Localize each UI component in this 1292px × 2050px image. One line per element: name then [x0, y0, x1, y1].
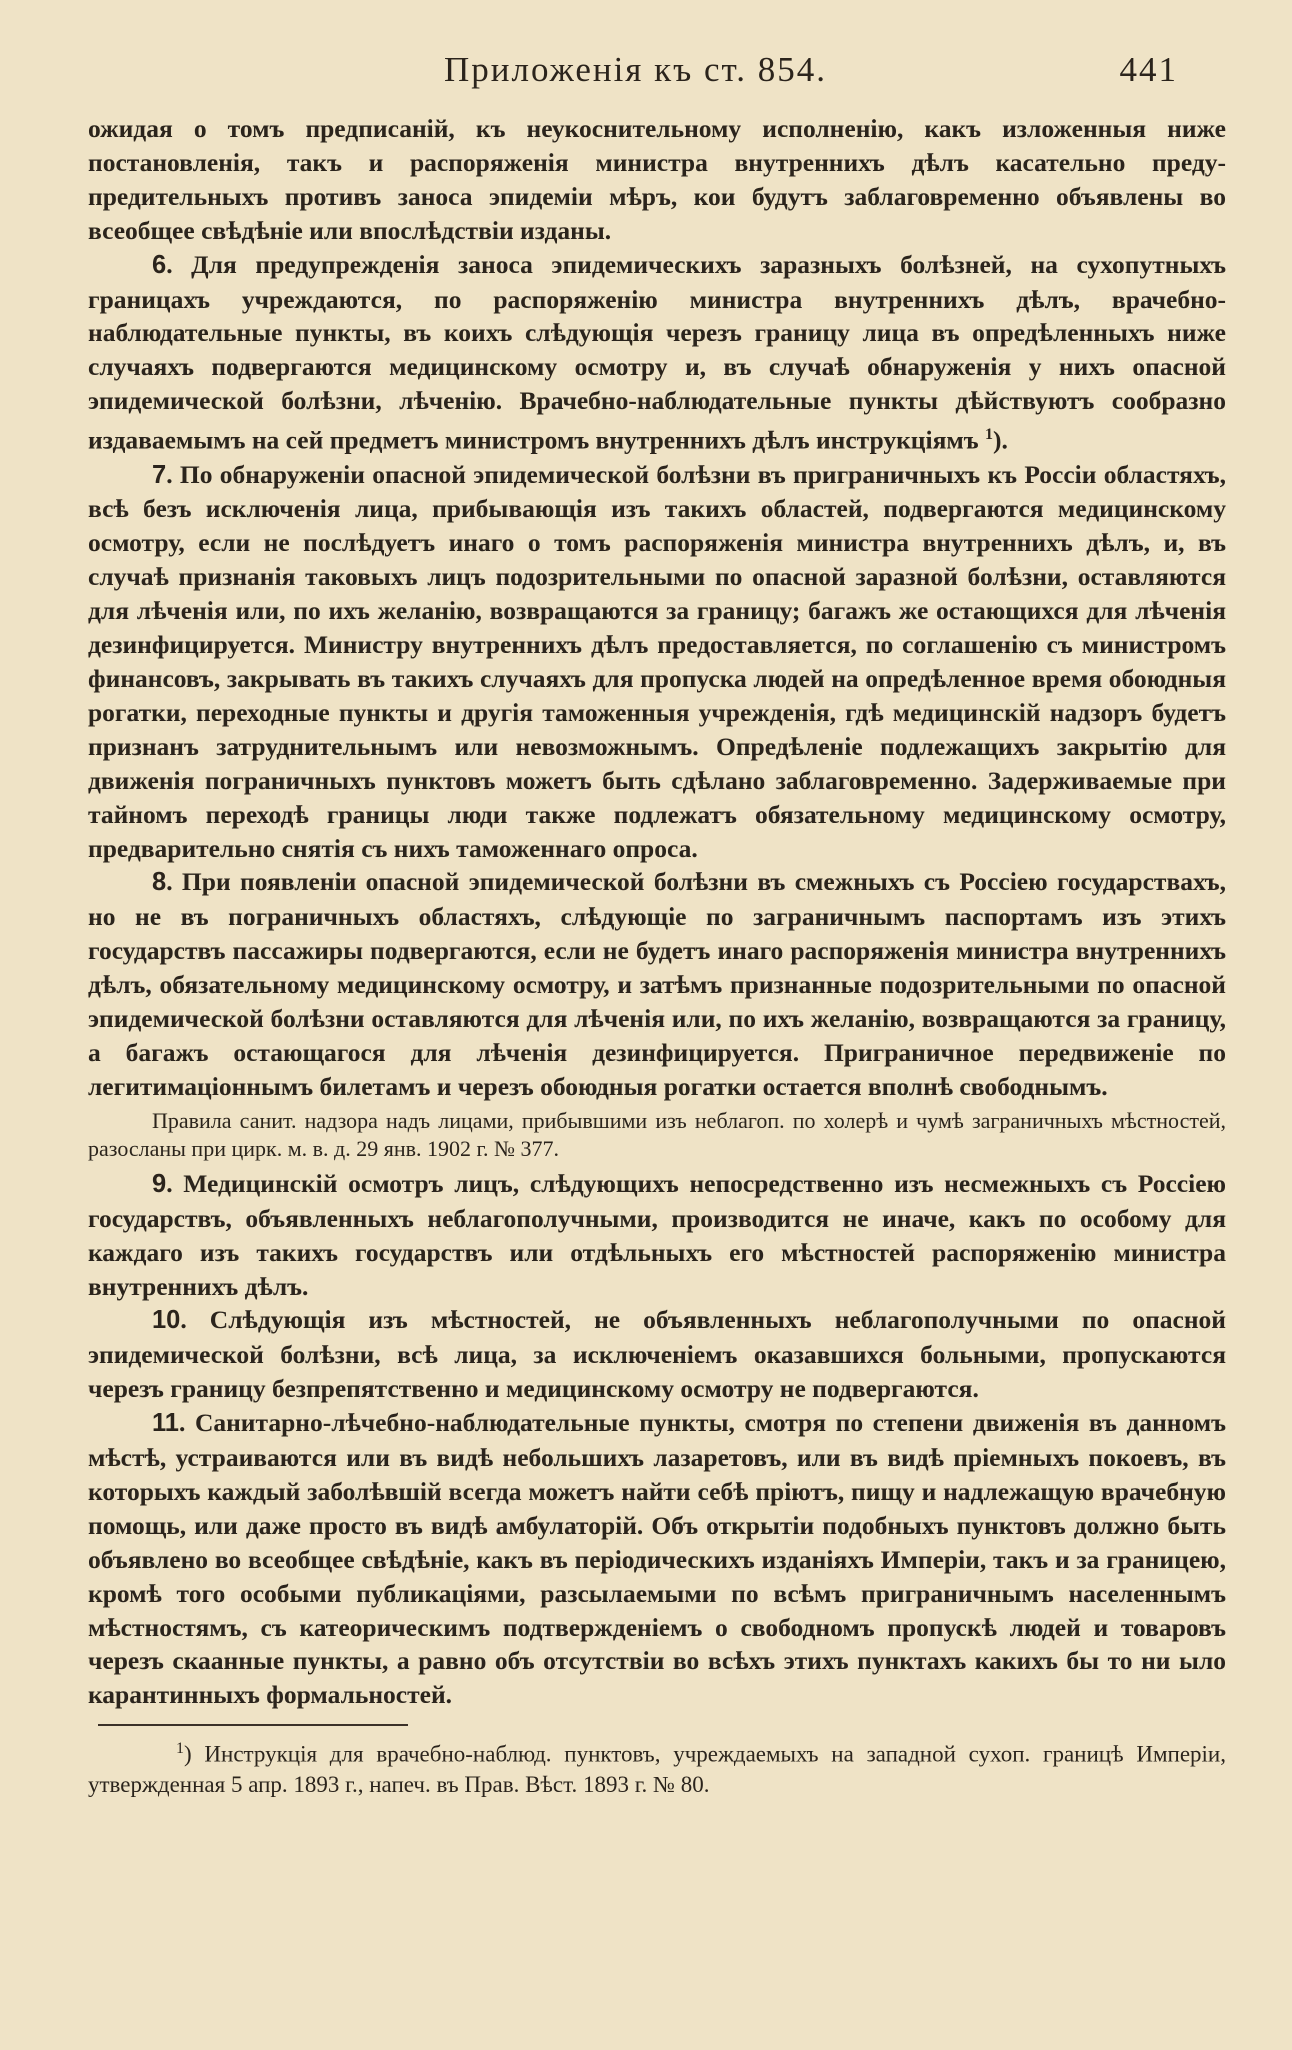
main-text: [88, 112, 1226, 1712]
paragraph-text: . При появленіи опасной эпидемической болѣзни въ смежныхъ съ Россіею государствахъ, но не въ пограничныхъ областяхъ, слѣдующіе по заграничнымъ паспортамъ изъ этихъ государствъ пассажиры подвергаются, если не будетъ инаго распоряженія министра внутреннихъ дѣлъ, обязательному медицинскому осмотру, и затѣмъ признанные подозрительными по опасной эпидемической болѣзни оставляются для лѣченія или, по ихъ желанію, возвращаются за границу, а багажъ остающагося для лѣченія дезинфицируется. Приграничное передвиженіе по легитимаціоннымъ билетамъ и черезъ обоюдныя рогатки остается вполнѣ свободнымъ.: [88, 867, 1226, 1101]
paragraph-continuation: ожидая о томъ предписаній, къ неукоснительному исполненію, какъ изложенныя ниже постановленія, такъ и распоряженія министра внутреннихъ дѣлъ касательно предупредительныхъ противъ заноса эпидеміи мѣръ, кои будутъ заблаговременно объявлены во всеобщее свѣдѣніе или впослѣдствіи изданы.: [88, 114, 1226, 245]
article-number: 8: [152, 868, 167, 897]
paragraph-text: . Для предупрежденія заноса эпидемическихъ заразныхъ болѣзней, на сухопутныхъ границахъ учреждаются, по распоряженію министра внутреннихъ дѣлъ, врачебно-наблюдательные пункты, въ коихъ слѣдующія черезъ границу лица въ опредѣленныхъ ниже случаяхъ подвергаются медицинскому осмотру и, въ случаѣ обнаруженія у нихъ опасной эпидемической болѣзни, лѣченію. Врачебно-наблюдательные пункты дѣйствуютъ сообразно издаваемымъ на сей предметъ министромъ внутреннихъ дѣлъ инструкціямъ: [88, 249, 1226, 455]
paragraph-text: . По обнаруженіи опасной эпидемической болѣзни въ приграничныхъ къ Россіи областяхъ, всѣ безъ исключенія лица, прибывающія изъ такихъ областей, подвергаются медицинскому осмотру, если не послѣдуетъ инаго о томъ распоряженія министра внутреннихъ дѣлъ, и, въ случаѣ признанія таковыхъ лицъ подозрительными по опасной заразной болѣзни, оставляются для лѣченія или, по ихъ желанію, возвращаются за границу; багажъ же остающихся для лѣченія дезинфицируется. Министру внутреннихъ дѣлъ предоставляется, по соглашенію съ министромъ финансовъ, закрывать въ такихъ случаяхъ для пропуска людей на опредѣленное время обоюдныя рогатки, переходные пункты и другія таможенныя учрежденія, гдѣ медицинскій надзоръ будетъ признанъ затруднительнымъ или невозможнымъ. Опредѣленіе подлежащихъ закрытію для движенія пограничныхъ пунктовъ можетъ быть сдѣлано заблаговременно. Задерживаемые при тайномъ переходѣ границы люди также подлежатъ обязательному медицинскому осмотру, предварительно снятія съ нихъ таможеннаго опроса.: [88, 459, 1226, 863]
running-title: Приложенія къ ст. 854.: [444, 50, 827, 89]
editorial-note: Правила санит. надзора надъ лицами, прибывшими изъ неблагоп. по холерѣ и чумѣ заграничныхъ мѣстностей, разосланы при цирк. м. в. д. 29 янв. 1902 г. № 377.: [88, 1107, 1226, 1161]
paragraph-text: . Санитарно-лѣчебно-наблюдательные пункты, смотря по степени движенія въ данномъ мѣстѣ, устраиваются или въ видѣ небольшихъ лазаретовъ, или въ видѣ пріемныхъ покоевъ, въ которыхъ каждый заболѣвшій всегда можетъ найти себѣ пріютъ, пищу и надлежащую врачебную помощь, или даже просто въ видѣ амбулаторій. Объ открытіи подобныхъ пунктовъ должно быть объявлено во всеобщее свѣдѣніе, какъ въ періодическихъ изданіяхъ Имперіи, такъ и за границею, кромѣ того особыми публикаціями, разсылаемыми по всѣмъ приграничнымъ населеннымъ мѣстностямъ, съ катеорическимъ подтвержденіемъ о свободномъ пропускѣ людей и товаровъ черезъ скаанные пункты, а равно объ отсутствіи во всѣхъ этихъ пунктахъ какихъ бы то ни ыло карантинныхъ формальностей.: [88, 1408, 1226, 1710]
running-header: [88, 50, 1226, 90]
footnote-marker: 1: [176, 1740, 184, 1758]
article-number: 9: [152, 1169, 167, 1198]
paragraph-text: . Медицинскій осмотръ лицъ, слѣдующихъ непосредственно изъ несмежныхъ съ Россіею государствъ, объявленныхъ неблагополучными, производится не иначе, какъ по особому для каждаго изъ такихъ государствъ или отдѣльныхъ его мѣстностей распоряженію министра внутреннихъ дѣлъ.: [88, 1168, 1226, 1301]
paragraph-7: [88, 458, 1226, 866]
paragraph-11: [88, 1406, 1226, 1712]
article-number: 10: [152, 1306, 181, 1335]
footnote-ref: 1: [984, 426, 993, 444]
footnote-text: ) Инструкція для врачебно-наблюд. пунктовъ, учреждаемыхъ на западной сухоп. границѣ Имперіи, утвержденная 5 апр. 1893 г., напеч. въ Прав. Вѣст. 1893 г. № 80.: [88, 1741, 1226, 1797]
page-number: 441: [1119, 50, 1178, 89]
paragraph-text: . Слѣдующія изъ мѣстностей, не объявленныхъ неблагополучными по опасной эпидемической болѣзни, всѣ лица, за исключеніемъ оказавшихся больными, пропускаются черезъ границу безпрепятственно и медицинскому осмотру не подвергаются.: [88, 1305, 1226, 1404]
paragraph-8: [88, 865, 1226, 1103]
paragraph-9: [88, 1167, 1226, 1304]
paragraph-end: ).: [992, 425, 1008, 455]
article-number: 6: [152, 250, 167, 279]
paragraph-6: [88, 248, 1226, 458]
article-number: 11: [152, 1409, 179, 1438]
article-number: 7: [152, 460, 167, 489]
footnote: [88, 1734, 1226, 1800]
paragraph-10: [88, 1303, 1226, 1406]
footnote-divider: [98, 1724, 408, 1726]
